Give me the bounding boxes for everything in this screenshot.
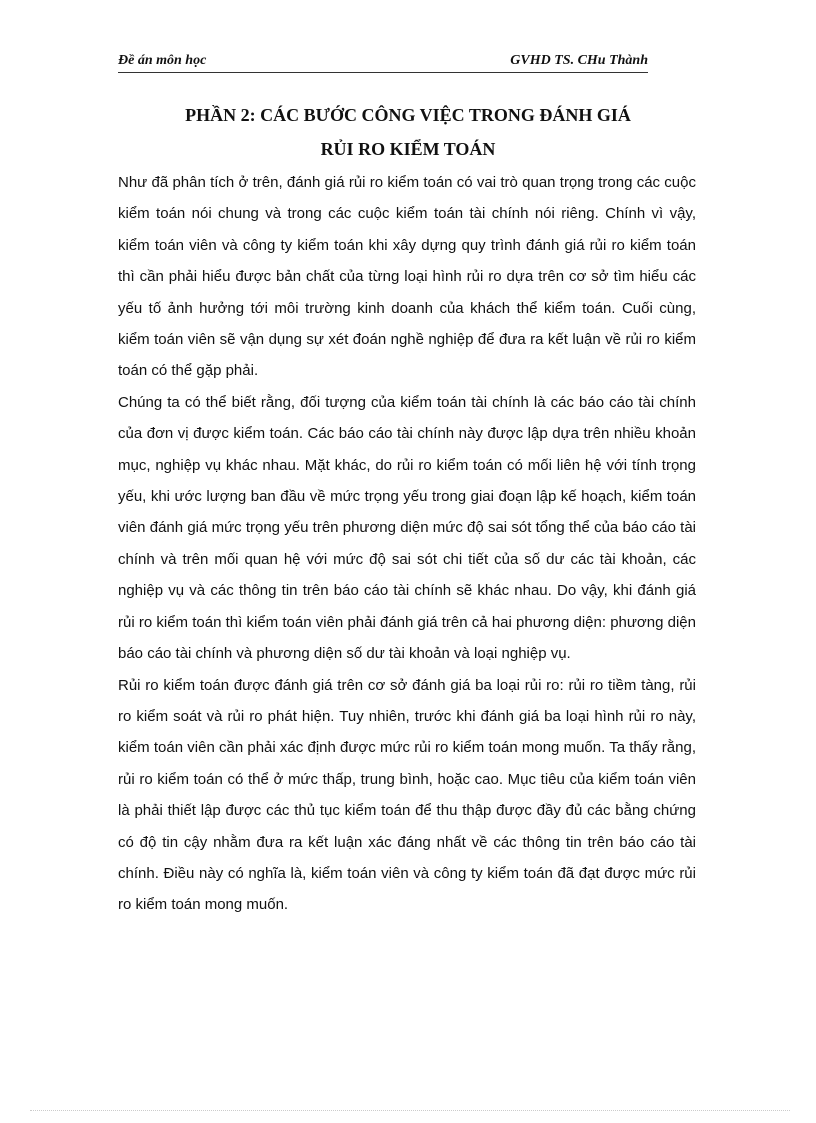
body-text <box>118 167 696 921</box>
supervisor-label: GVHD TS. CHu Thành <box>510 53 648 68</box>
paragraph-3: Rủi ro kiểm toán được đánh giá trên cơ sở đánh giá ba loại rủi ro: rủi ro tiềm tàng, rủi ro kiểm soát và rủi ro phát hiện. Tuy nhiên, trước khi đánh giá ba loại hình rủi ro này, kiểm toán viên cần phải xác định được mức rủi ro kiểm toán mong muốn. Ta thấy rằng, rủi ro kiểm toán có thể ở mức thấp, trung bình, hoặc cao. Mục tiêu của kiểm toán viên là phải thiết lập được các thủ tục kiểm toán để thu thập được đầy đủ các bằng chứng có độ tin cậy nhằm đưa ra kết luận xác đáng nhất về các thông tin trên báo cáo tài chính. Điều này có nghĩa là, kiểm toán viên và công ty kiểm toán đã đạt được mức rủi ro kiểm toán mong muốn. <box>118 676 696 914</box>
section-title-line2: RỦI RO KIỂM TOÁN <box>320 139 496 159</box>
page-header <box>118 52 648 73</box>
course-label: Đề án môn học <box>118 53 207 68</box>
page-bottom-divider <box>30 1110 790 1111</box>
paragraph-2: Chúng ta có thể biết rằng, đối tượng của kiểm toán tài chính là các báo cáo tài chính của đơn vị được kiểm toán. Các báo cáo tài chính này được lập dựa trên nhiều khoản mục, nghiệp vụ khác nhau. Mặt khác, do rủi ro kiểm toán có mối liên hệ với tính trọng yếu, khi ước lượng ban đầu về mức trọng yếu trong giai đoạn lập kế hoạch, kiểm toán viên đánh giá mức trọng yếu trên phương diện mức độ sai sót tổng thể của báo cáo tài chính và trên mối quan hệ với mức độ sai sót chi tiết của số dư các tài khoản, các nghiệp vụ và các thông tin trên báo cáo tài chính sẽ khác nhau. Do vậy, khi đánh giá rủi ro kiểm toán thì kiểm toán viên phải đánh giá trên cả hai phương diện: phương diện báo cáo tài chính và phương diện số dư tài khoản và loại nghiệp vụ. <box>118 393 696 663</box>
section-title-line1: PHẦN 2: CÁC BƯỚC CÔNG VIỆC TRONG ĐÁNH GIÁ <box>185 105 631 125</box>
paragraph-1: Như đã phân tích ở trên, đánh giá rủi ro kiểm toán có vai trò quan trọng trong các cuộc kiểm toán nói chung và trong các cuộc kiểm toán tài chính nói riêng. Chính vì vậy, kiểm toán viên và công ty kiểm toán khi xây dựng quy trình đánh giá rủi ro kiểm toán thì cần phải hiểu được bản chất của từng loại hình rủi ro dựa trên cơ sở tìm hiểu các yếu tố ảnh hưởng tới môi trường kinh doanh của khách thể kiểm toán. Cuối cùng, kiểm toán viên sẽ vận dụng sự xét đoán nghề nghiệp để đưa ra kết luận về rủi ro kiểm toán có thể gặp phải. <box>118 174 696 380</box>
